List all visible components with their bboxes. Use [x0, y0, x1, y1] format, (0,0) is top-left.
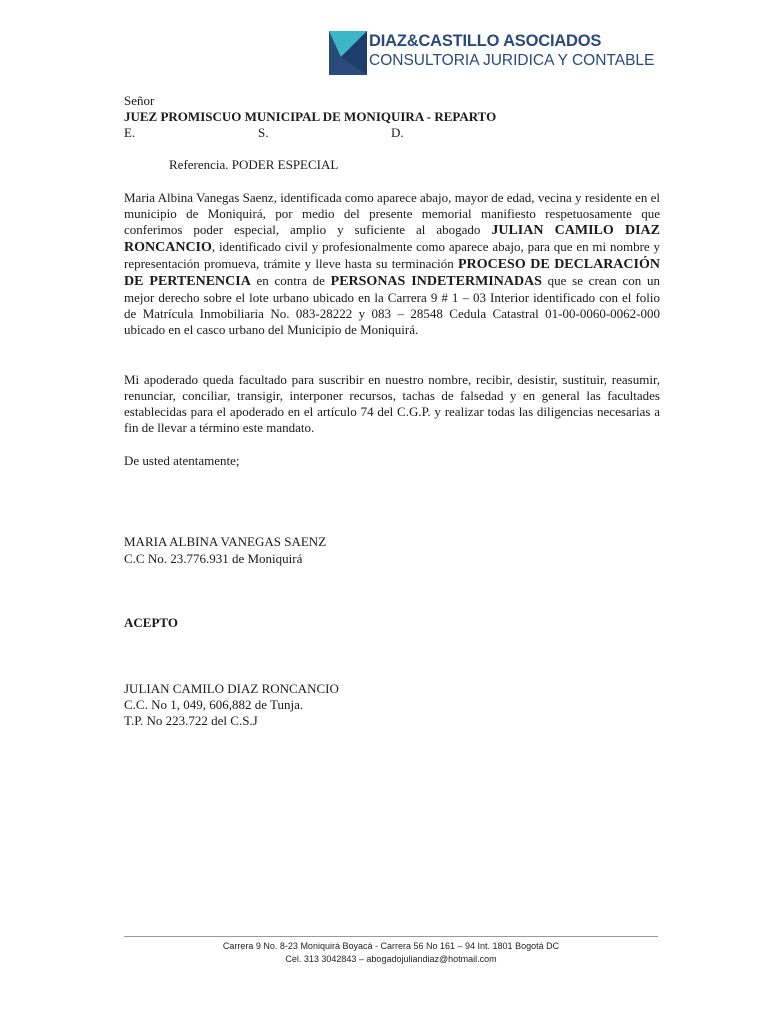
reference-line: Referencia. PODER ESPECIAL [169, 157, 339, 172]
brand-tagline: CONSULTORIA JURIDICA Y CONTABLE [369, 52, 655, 69]
signer-id: C.C No. 23.776.931 de Moniquirá [124, 551, 303, 566]
p1-intro: Maria Albina Vanegas Saenz, identificada como aparece abajo, mayor de edad, vecina y residente en el municipio de Moniquirá, por medio del presente memorial manifiesto respetuosamente que conferimos poder especial, amplio y suficiente al abogado [124, 190, 660, 237]
lawyer-name: JULIAN CAMILO DIAZ RONCANCIO [124, 681, 339, 696]
body-paragraph-1 [124, 190, 660, 338]
logo-mark-icon [329, 31, 367, 75]
closing-line: De usted atentamente; [124, 453, 240, 468]
body-paragraph-2: Mi apoderado queda facultado para suscribir en nuestro nombre, recibir, desistir, sustituir, reasumir, renunciar, conciliar, transigir, interponer recursos, tachas de falsedad y en general las facultades establecidas para el apoderado en el artículo 74 del C.G.P. y realizar todas las diligencias necesarias a fin de llevar a término este mandato. [124, 372, 660, 435]
footer-address: Carrera 9 No. 8-23 Moniquirá Boyacá - Carrera 56 No 161 – 94 Int. 1801 Bogotá DC [222, 941, 560, 951]
footer-contact: Cel. 313 3042843 – abogadojuliandiaz@hotmail.com [285, 954, 497, 964]
footer-divider [124, 936, 658, 937]
company-logo [329, 29, 662, 81]
p1-lawyer-name: JULIAN CAMILO DIAZ RONCANCIO [124, 223, 660, 255]
accept-label: ACEPTO [124, 615, 178, 630]
brand-name: DIAZ&CASTILLO ASOCIADOS [369, 32, 602, 50]
addressee-judge: JUEZ PROMISCUO MUNICIPAL DE MONIQUIRA - REPARTO [124, 109, 497, 124]
addressee-s: S. [258, 125, 269, 140]
p1-against: en contra de [250, 273, 331, 288]
lawyer-id: C.C. No 1, 049, 606,882 de Tunja. [124, 697, 304, 712]
p1-property: que se crean con un mejor derecho sobre el lote urbano ubicado en la Carrera 9 # 1 – 03 Interior identificado con el folio de Matrícula Inmobiliaria No. 083-28222 y 083 – 28548 Cedula Catastral 01-00-0060-0062-000 ubicado en el casco urbano del Municipio de Moniquirá. [124, 273, 660, 337]
lawyer-tp: T.P. No 223.722 del C.S.J [124, 713, 258, 728]
addressee-d: D. [391, 125, 404, 140]
salutation: Señor [124, 93, 155, 108]
signer-name: MARIA ALBINA VANEGAS SAENZ [124, 534, 327, 549]
addressee-e: E. [124, 125, 136, 140]
p1-mandate: , identificado civil y profesionalmente como aparece abajo, para que en mi nombre y representación promueva, trámite y lleve hasta su terminación [124, 239, 660, 271]
p1-process-name: PROCESO DE DECLARACIÓN DE PERTENENCIA [124, 257, 660, 289]
p1-defendants: PERSONAS INDETERMINADAS [330, 274, 542, 289]
